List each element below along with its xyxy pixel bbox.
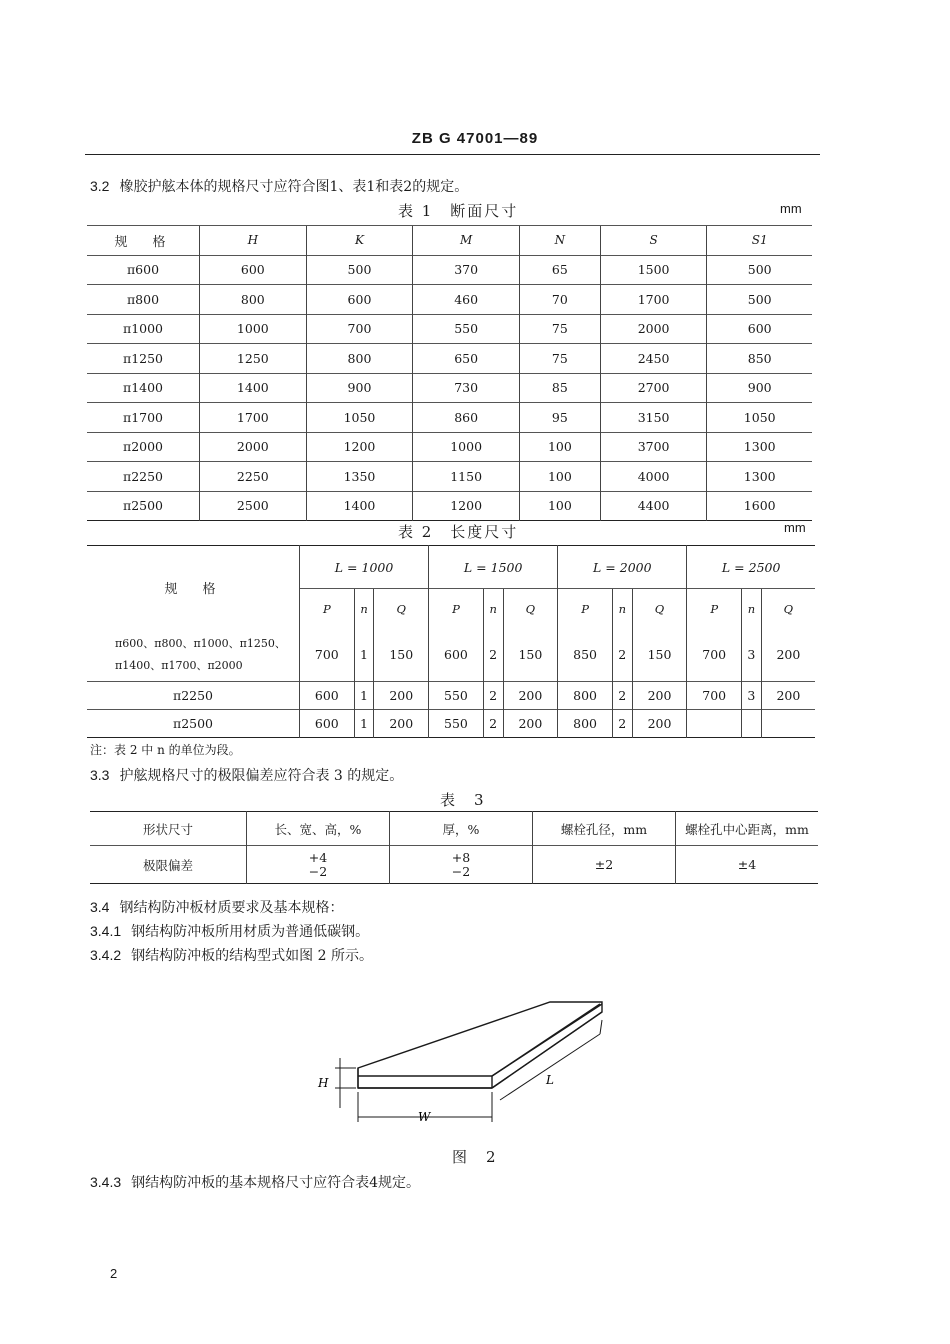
label-l: L <box>546 1073 554 1087</box>
section-3-4 <box>90 897 343 917</box>
column-header: N <box>519 226 600 256</box>
table-cell: 730 <box>413 373 520 403</box>
table-cell: 100 <box>519 432 600 462</box>
table-cell: 3 <box>742 629 762 681</box>
table3-caption: 表 3 <box>440 791 486 809</box>
table-row <box>87 629 815 681</box>
page-number: 2 <box>110 1266 118 1281</box>
section-number: 3.2 <box>90 178 110 194</box>
table-cell: 75 <box>519 314 600 344</box>
table-cell: 200 <box>503 681 558 709</box>
table-cell: 150 <box>632 629 687 681</box>
table-cell: 1250 <box>200 344 307 374</box>
plate-edge <box>358 1004 602 1088</box>
label-w: W <box>418 1110 431 1124</box>
table-row <box>87 462 812 492</box>
table-cell: 700 <box>306 314 413 344</box>
table-cell: 200 <box>761 681 815 709</box>
section-number: 3.4.2 <box>90 947 122 963</box>
table-row <box>87 255 812 285</box>
table-cell: 600 <box>306 285 413 315</box>
table-cell: 2450 <box>600 344 707 374</box>
table-row <box>87 432 812 462</box>
table-cell: 200 <box>632 681 687 709</box>
column-group-header: L = 1500 <box>429 546 558 589</box>
table2-unit: mm <box>784 520 806 535</box>
upper-tolerance: +8 <box>451 849 471 865</box>
spec-cell: π800 <box>87 285 200 315</box>
section-3-2 <box>90 176 468 196</box>
section-number: 3.4 <box>90 899 110 915</box>
column-subheader: n <box>612 589 632 630</box>
table-cell: 1 <box>354 629 374 681</box>
column-group-header: L = 2500 <box>687 546 815 589</box>
table-cell: 1400 <box>306 491 413 521</box>
spec-cell: π2000 <box>87 432 200 462</box>
table-cell: 2 <box>483 629 503 681</box>
table-cell: 460 <box>413 285 520 315</box>
table-cell: 2000 <box>600 314 707 344</box>
table-cell: 1500 <box>600 255 707 285</box>
column-header: S <box>600 226 707 256</box>
spec-cell: π600 <box>87 255 200 285</box>
table-cell: 2000 <box>200 432 307 462</box>
section-text: 钢结构防冲板所用材质为普通低碳钢。 <box>131 924 370 940</box>
section-3-3 <box>90 765 403 785</box>
table-cell: 600 <box>707 314 812 344</box>
table-cell: 150 <box>503 629 558 681</box>
table-cell: 1700 <box>600 285 707 315</box>
table-row <box>87 285 812 315</box>
lower-tolerance: −2 <box>308 863 328 879</box>
table-cell: 75 <box>519 344 600 374</box>
spec-cell <box>87 709 300 737</box>
table-cell: 1300 <box>707 432 812 462</box>
section-number: 3.4.3 <box>90 1174 122 1190</box>
table-cell: 200 <box>632 709 687 737</box>
table-cell: 1200 <box>413 491 520 521</box>
table-cell: 3 <box>742 681 762 709</box>
label-h: H <box>318 1076 329 1090</box>
table-cell: 1300 <box>707 462 812 492</box>
spec-cell: π2250 <box>87 462 200 492</box>
table-cell: 1150 <box>413 462 520 492</box>
table-cell: 2700 <box>600 373 707 403</box>
table-row <box>87 314 812 344</box>
column-header: 规 格 <box>164 582 222 597</box>
plate-top-face <box>358 1002 602 1088</box>
table-cell: 550 <box>429 709 484 737</box>
column-subheader: n <box>483 589 503 630</box>
table-cell: 860 <box>413 403 520 433</box>
table-cell: 3150 <box>600 403 707 433</box>
column-header: 螺栓孔径，mm <box>533 812 676 846</box>
document-header: ZB G 47001—89 <box>411 130 539 147</box>
section-text: 钢结构防冲板的基本规格尺寸应符合表4规定。 <box>131 1175 421 1191</box>
column-subheader: n <box>742 589 762 630</box>
spec-cell: π2500 <box>87 491 200 521</box>
table3-tolerances <box>90 811 818 884</box>
table-cell: 70 <box>519 285 600 315</box>
table-cell: 800 <box>558 681 613 709</box>
table-cell: 900 <box>306 373 413 403</box>
table-cell: 600 <box>429 629 484 681</box>
spec-cell <box>87 681 300 709</box>
column-header: 厚，% <box>390 812 533 846</box>
table-cell: 370 <box>413 255 520 285</box>
table-cell: 600 <box>300 681 355 709</box>
table-cell: 2 <box>483 709 503 737</box>
table-cell: 700 <box>300 629 355 681</box>
lower-tolerance: −2 <box>451 863 471 879</box>
column-header: 规 格 <box>87 226 200 256</box>
table-cell: 650 <box>413 344 520 374</box>
table-row <box>87 403 812 433</box>
section-3-4-3 <box>90 1172 420 1192</box>
table1-unit: mm <box>780 201 802 216</box>
column-subheader: Q <box>503 589 558 630</box>
header-rule <box>85 154 820 155</box>
column-subheader: P <box>300 589 355 630</box>
table1-section-dimensions <box>87 225 812 521</box>
table-cell: 850 <box>558 629 613 681</box>
table-cell: 700 <box>687 681 742 709</box>
column-subheader: P <box>558 589 613 630</box>
tolerance-bolt-distance-cell: ±4 <box>676 846 819 884</box>
table-cell: 100 <box>519 491 600 521</box>
table-cell: 850 <box>707 344 812 374</box>
table-cell: 95 <box>519 403 600 433</box>
column-header: 螺栓孔中心距离，mm <box>676 812 819 846</box>
section-3-4-2 <box>90 945 373 965</box>
column-subheader: Q <box>632 589 687 630</box>
table-cell: 500 <box>306 255 413 285</box>
spec-line: π600、π800、π1000、π1250、 <box>115 636 286 650</box>
table-cell: 1050 <box>707 403 812 433</box>
spec-cell: π1000 <box>87 314 200 344</box>
spec-cell: π1400 <box>87 373 200 403</box>
section-text: 钢结构防冲板材质要求及基本规格： <box>119 900 344 916</box>
table-cell: 800 <box>558 709 613 737</box>
tolerance-length-cell <box>247 846 390 884</box>
section-text: 钢结构防冲板的结构型式如图 2 所示。 <box>131 948 373 964</box>
column-header: K <box>306 226 413 256</box>
table-row <box>87 709 815 737</box>
table-cell: 1000 <box>200 314 307 344</box>
table-cell: 800 <box>200 285 307 315</box>
table-cell: 1200 <box>306 432 413 462</box>
spec-cell <box>87 629 300 681</box>
tolerance-bolt-hole-cell: ±2 <box>533 846 676 884</box>
column-subheader: Q <box>761 589 815 630</box>
table-cell: 1600 <box>707 491 812 521</box>
table1-caption: 表 1 断面尺寸 <box>398 202 519 220</box>
table-cell: 200 <box>761 629 815 681</box>
section-text: 橡胶护舷本体的规格尺寸应符合图1、表1和表2的规定。 <box>119 179 469 195</box>
table-cell: 800 <box>306 344 413 374</box>
table-row <box>90 846 818 884</box>
table-cell: 200 <box>503 709 558 737</box>
table-cell: 1 <box>354 681 374 709</box>
table-cell: 200 <box>374 681 429 709</box>
section-number: 3.3 <box>90 767 110 783</box>
table-cell: 600 <box>200 255 307 285</box>
table-cell: 500 <box>707 255 812 285</box>
row-label: 极限偏差 <box>90 846 247 884</box>
section-3-4-1 <box>90 921 369 941</box>
table-cell: 1700 <box>200 403 307 433</box>
column-header: H <box>200 226 307 256</box>
table-cell: 1050 <box>306 403 413 433</box>
table-cell: 100 <box>519 462 600 492</box>
column-subheader: Q <box>374 589 429 630</box>
table-cell: 600 <box>300 709 355 737</box>
table-cell: 200 <box>374 709 429 737</box>
table-row <box>87 344 812 374</box>
table-cell <box>742 709 762 737</box>
column-header: 长、宽、高，% <box>247 812 390 846</box>
column-header: M <box>413 226 520 256</box>
table-cell <box>687 709 742 737</box>
tolerance-thickness-cell <box>390 846 533 884</box>
table-cell: 550 <box>413 314 520 344</box>
column-subheader: P <box>687 589 742 630</box>
table2-note: 注：表 2 中 n 的单位为段。 <box>90 743 241 757</box>
upper-tolerance: +4 <box>308 849 328 865</box>
table-cell: 2 <box>612 709 632 737</box>
column-header: 形状尺寸 <box>142 821 193 837</box>
table-row <box>87 681 815 709</box>
table-cell: 2 <box>612 681 632 709</box>
table2-length-dimensions <box>87 545 815 738</box>
table-cell: 1350 <box>306 462 413 492</box>
table-cell: 1400 <box>200 373 307 403</box>
table-header-row <box>87 546 815 589</box>
table-cell: 1 <box>354 709 374 737</box>
table2-body <box>87 629 815 737</box>
table-row <box>87 491 812 521</box>
spec-cell: π1700 <box>87 403 200 433</box>
table-cell: 2 <box>483 681 503 709</box>
section-text: 护舷规格尺寸的极限偏差应符合表 3 的规定。 <box>119 768 404 784</box>
table-cell: 700 <box>687 629 742 681</box>
figure2-plate-diagram <box>300 990 630 1140</box>
table-cell <box>761 709 815 737</box>
table1-body <box>87 255 812 521</box>
table-cell: 150 <box>374 629 429 681</box>
table-cell: 2 <box>612 629 632 681</box>
spec-line: π1400、π1700、π2000 <box>115 658 243 672</box>
table-header-row <box>87 226 812 256</box>
table-cell: 500 <box>707 285 812 315</box>
table-cell: 85 <box>519 373 600 403</box>
column-subheader: P <box>429 589 484 630</box>
table-cell: 2500 <box>200 491 307 521</box>
column-group-header: L = 1000 <box>300 546 429 589</box>
table-row <box>87 373 812 403</box>
table-cell: 550 <box>429 681 484 709</box>
dim-l-line <box>500 1034 600 1100</box>
table-cell: 4400 <box>600 491 707 521</box>
spec-cell: π1250 <box>87 344 200 374</box>
dim-l-tick <box>600 1020 602 1034</box>
figure2-caption: 图 2 <box>452 1148 498 1166</box>
section-number: 3.4.1 <box>90 923 122 939</box>
table-cell: 4000 <box>600 462 707 492</box>
table-cell: 2250 <box>200 462 307 492</box>
table-cell: 3700 <box>600 432 707 462</box>
table2-caption: 表 2 长度尺寸 <box>398 523 519 541</box>
column-subheader: n <box>354 589 374 630</box>
table-cell: 1000 <box>413 432 520 462</box>
table-cell: 65 <box>519 255 600 285</box>
table-header-row <box>90 812 818 846</box>
table-cell: 900 <box>707 373 812 403</box>
spec-line: π2250 <box>172 687 214 703</box>
spec-line: π2500 <box>172 715 214 731</box>
column-header: S1 <box>707 226 812 256</box>
column-group-header: L = 2000 <box>558 546 687 589</box>
